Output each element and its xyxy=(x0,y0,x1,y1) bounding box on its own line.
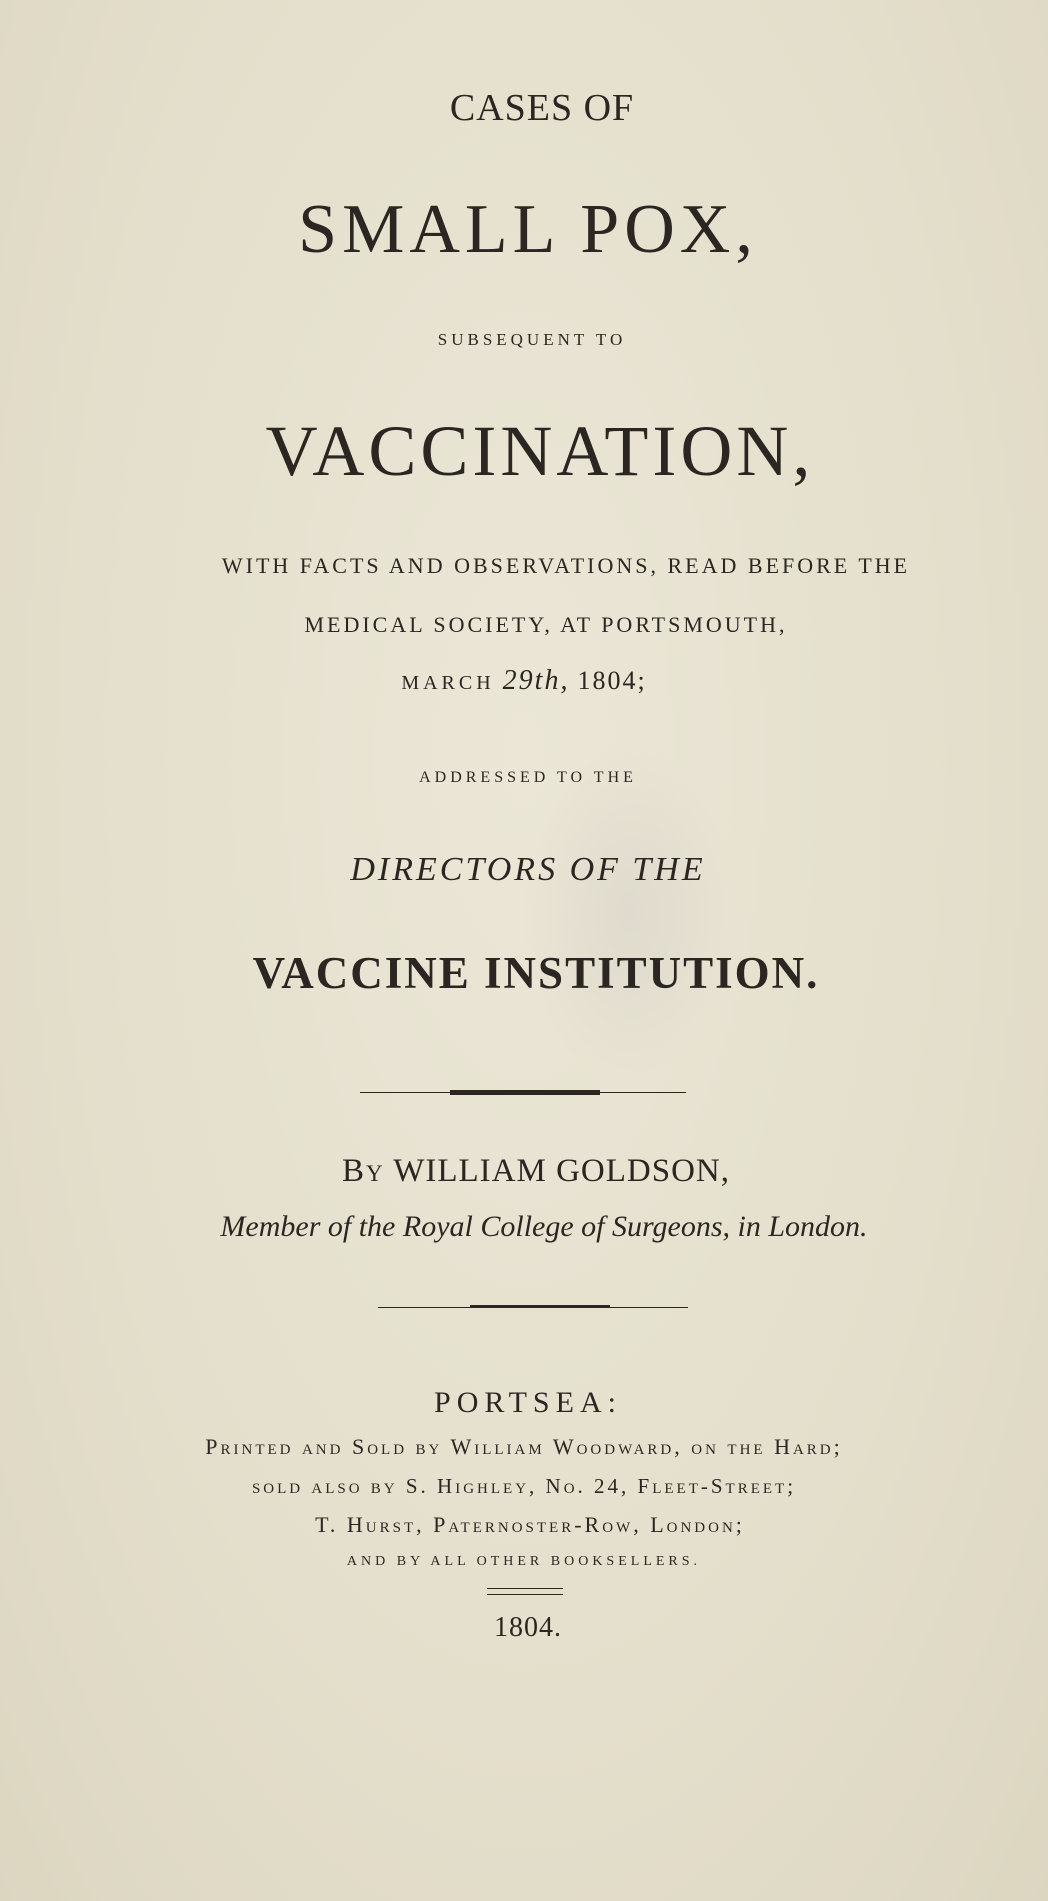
author-affiliation: Member of the Royal College of Surgeons, in London. xyxy=(220,1210,868,1243)
date-year: 1804; xyxy=(577,666,647,695)
divider-rule-1-bold xyxy=(450,1090,600,1095)
imprint-hurst: T. Hurst, Paternoster-Row, London; xyxy=(315,1512,745,1537)
imprint-place: PORTSEA: xyxy=(434,1386,622,1419)
title-line-subsequent-to: SUBSEQUENT TO xyxy=(437,330,627,349)
author-by: By xyxy=(341,1153,385,1189)
vaccine-institution-line: VACCINE INSTITUTION. xyxy=(252,948,820,998)
imprint-sold-also: sold also by S. Highley, No. 24, Fleet-Street; xyxy=(251,1474,797,1498)
subtitle-medical-society: MEDICAL SOCIETY, AT PORTSMOUTH, xyxy=(304,612,788,637)
title-line-cases-of: CASES OF xyxy=(449,87,635,129)
imprint-printed-sold: Printed and Sold by William Woodward, on the Hard; xyxy=(205,1434,843,1459)
subtitle-facts-observations: WITH FACTS AND OBSERVATIONS, READ BEFORE THE xyxy=(221,553,911,578)
author-line xyxy=(0,1153,1048,1190)
year-rule-bottom xyxy=(487,1594,563,1595)
publication-year: 1804. xyxy=(494,1612,562,1643)
subtitle-date xyxy=(0,665,1048,697)
title-line-vaccination: VACCINATION, xyxy=(265,411,815,491)
date-day: 29th, xyxy=(502,665,570,696)
divider-rule-2-bold xyxy=(470,1305,610,1308)
date-month: MARCH xyxy=(401,672,495,694)
imprint-all-booksellers: AND BY ALL OTHER BOOKSELLERS. xyxy=(346,1554,702,1569)
title-line-small-pox: SMALL POX, xyxy=(298,191,758,268)
author-name: WILLIAM GOLDSON, xyxy=(393,1153,731,1189)
year-rule-top xyxy=(487,1588,563,1589)
directors-line: DIRECTORS OF THE xyxy=(350,851,706,888)
addressed-to-line: ADDRESSED TO THE xyxy=(419,769,637,786)
